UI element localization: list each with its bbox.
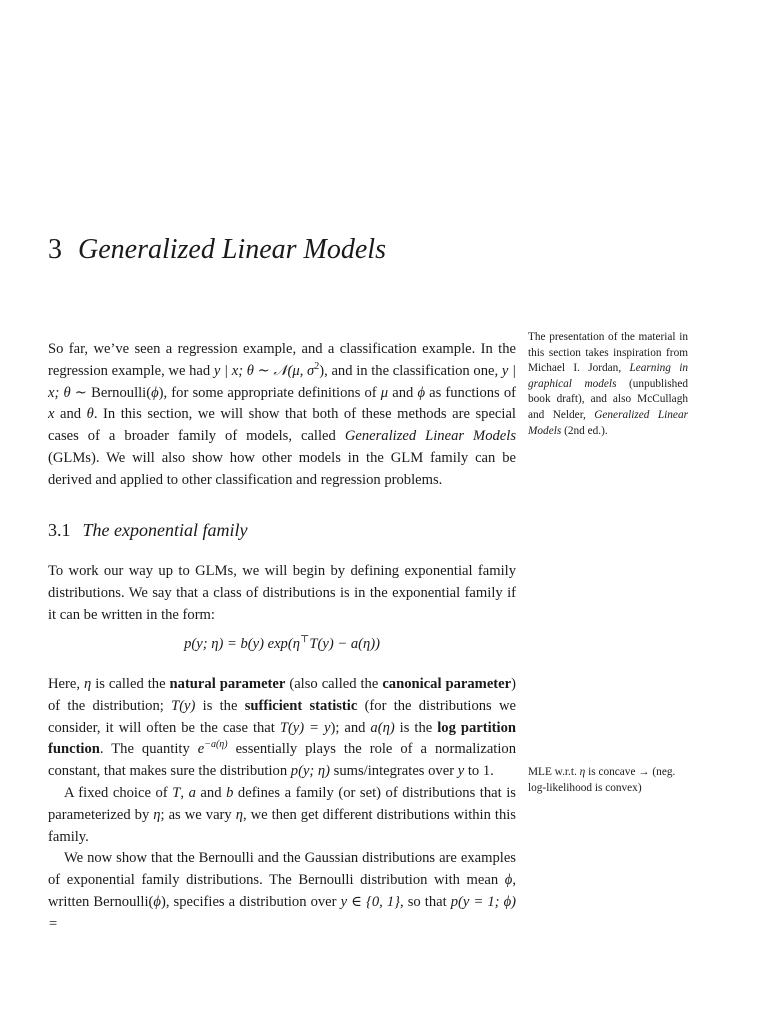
exponential-family-intro <box>48 561 516 626</box>
paragraph-definition: To work our way up to GLMs, we will begin by defining exponential family distributions. We say that a class of distributions is in the exponential family if it can be written in the form: <box>48 563 516 623</box>
sidenote-mle: MLE w.r.t. η is concave → (neg. log-likelihood is convex) <box>528 766 676 794</box>
paragraph-parameters: Here, η is called the natural parameter (also called the canonical parameter) of the distribution; T(y) is the sufficient statistic (for the distributions we consider, it will often be the case that T(y) = y); and a(η) is the log partition function. The quantity $e^{-a(\eta)}$ essentially plays the role of a normalization constant, that makes sure the distribution p(y; η) sums/integrates over y to 1. <box>48 676 516 780</box>
exponential-family-equation: p(y; η) = b(y) exp(η⊤T(y) − a(η)) <box>184 634 380 652</box>
chapter-number: 3 <box>48 234 62 265</box>
section-title <box>48 520 247 541</box>
section-number: 3.1 <box>48 520 71 540</box>
chapter-title <box>48 234 386 266</box>
paragraph-family-choice: A fixed choice of T, a and b defines a family (or set) of distributions that is parameterized by η; as we vary η, we then get different distributions within this family. <box>48 784 516 845</box>
chapter-title-text: Generalized Linear Models <box>78 234 386 265</box>
sidenote-references: The presentation of the material in this section takes inspiration from Michael I. Jordan, Learning in graphical models (unpublished book draft), and also McCullagh and Nelder, Generalized Linear Models (2nd ed.). <box>528 331 688 437</box>
intro-paragraph <box>48 339 516 492</box>
exponential-family-body <box>48 674 516 936</box>
section-title-text: The exponential family <box>82 520 248 540</box>
intro-text: So far, we’ve seen a regression example, and a classification example. In the regression example, we had y | x; θ ∼ 𝒩(μ, $\sigma^2$), and in the classification one, y | x; θ ∼ Bernoulli(ϕ), for some appropriate definitions of μ and ϕ as functions of x and θ. In this section, we will show that both of these methods are special cases of a broader family of models, called Generalized Linear Models (GLMs). We will also show how other models in the GLM family can be derived and applied to other classification and regression problems. <box>48 341 517 488</box>
paragraph-bernoulli: We now show that the Bernoulli and the Gaussian distributions are examples of exponential family distributions. The Bernoulli distribution with mean ϕ, written Bernoulli(ϕ), specifies a distribution over y ∈ {0, 1}, so that p(y = 1; ϕ) = <box>48 850 516 932</box>
